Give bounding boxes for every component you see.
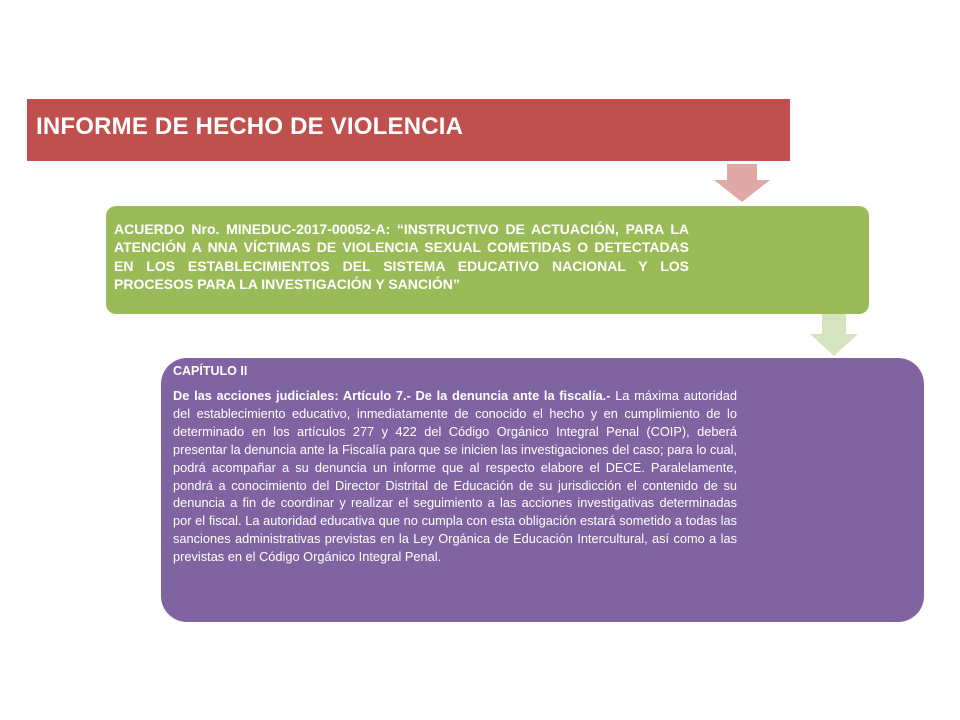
acuerdo-text: ACUERDO Nro. MINEDUC-2017-00052-A: “INSTRUCTIVO DE ACTUACIÓN, PARA LA ATENCIÓN A NNA VÍCTIMAS DE VIOLENCIA SEXUAL COMETIDAS O DETECTADAS EN LOS ESTABLECIMIENTOS DEL SISTEMA EDUCATIVO NACIONAL Y LOS PROCESOS PARA LA INVESTIGACIÓN Y SANCIÓN”: [114, 221, 689, 292]
step-box-informe: [27, 99, 790, 161]
down-arrow-icon: [810, 314, 858, 356]
step-box-acuerdo: [106, 206, 869, 314]
step-title-informe: INFORME DE HECHO DE VIOLENCIA: [36, 113, 464, 140]
down-arrow-icon: [714, 164, 770, 202]
chapter-body: [173, 387, 737, 566]
article-text: La máxima autoridad del establecimiento educativo, inmediatamente de conocido el hecho y en cumplimiento de lo determinado en los artículos 277 y 422 del Código Orgánico Integral Penal (COIP), deberá presentar la denuncia ante la Fiscalía para que se inicien las investigaciones del caso; para lo cual, podrá acompañar a su denuncia un informe que al respecto elabore el DECE. Paralelamente, pondrá a conocimiento del Director Distrital de Educación de su jurisdicción el contenido de su denuncia a fin de coordinar y realizar el seguimiento a las acciones investigativas determinadas por el fiscal. La autoridad educativa que no cumpla con esta obligación estará sometido a todas las sanciones administrativas previstas en la Ley Orgánica de Educación Intercultural, así como a las previstas en el Código Orgánico Integral Penal.: [173, 388, 737, 565]
article-lead: De las acciones judiciales: Artículo 7.- De la denuncia ante la fiscalía.-: [173, 388, 611, 403]
chapter-heading: CAPÍTULO II: [173, 364, 248, 378]
step-box-capitulo: [161, 358, 924, 622]
